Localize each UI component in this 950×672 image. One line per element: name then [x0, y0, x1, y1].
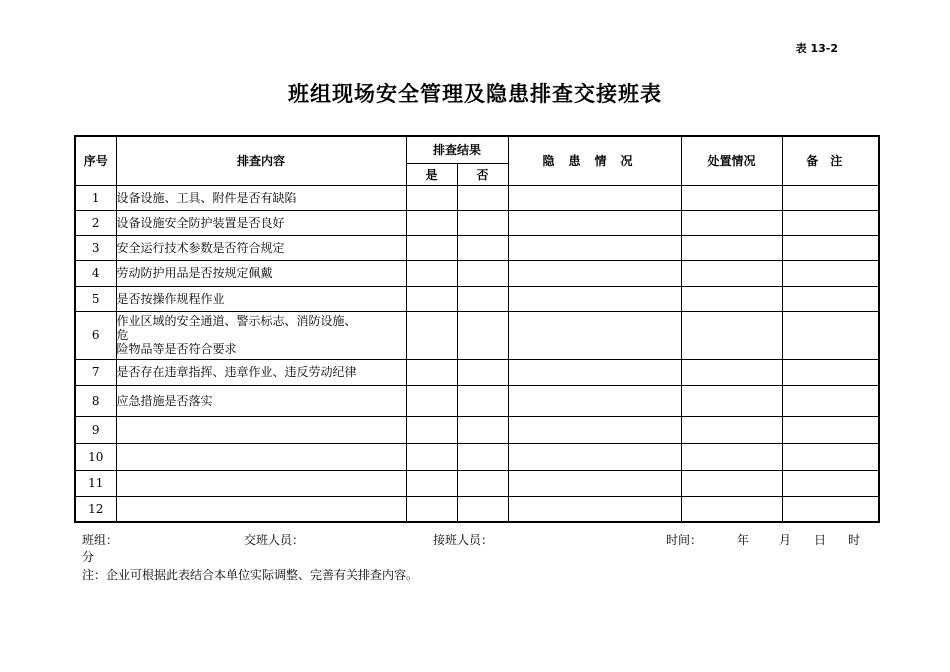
- row-content-line: 作业区域的安全通道、警示标志、消防设施、: [116, 314, 357, 328]
- cell-hazard[interactable]: [508, 443, 681, 470]
- table-row: [75, 286, 879, 311]
- header-index: 序号: [75, 136, 116, 185]
- cell-yes[interactable]: [406, 443, 457, 470]
- cell-yes[interactable]: [406, 210, 457, 235]
- cell-hazard[interactable]: [508, 385, 681, 416]
- cell-hazard[interactable]: [508, 235, 681, 260]
- row-content: 设备设施安全防护装置是否良好: [116, 210, 406, 235]
- row-content: 是否存在违章指挥、违章作业、违反劳动纪律: [116, 359, 406, 385]
- month-label: 月: [779, 533, 792, 547]
- cell-no[interactable]: [457, 286, 508, 311]
- row-content[interactable]: [116, 443, 406, 470]
- cell-handling[interactable]: [681, 235, 782, 260]
- cell-yes[interactable]: [406, 416, 457, 443]
- table-row: [75, 470, 879, 496]
- cell-remarks[interactable]: [782, 286, 879, 311]
- header-hazard: 隐患情况: [508, 136, 681, 185]
- header-handling: 处置情况: [681, 136, 782, 185]
- page-title: 班组现场安全管理及隐患排查交接班表: [288, 81, 662, 106]
- handover-person-label: 交班人员：: [244, 533, 305, 547]
- cell-remarks[interactable]: [782, 359, 879, 385]
- cell-hazard[interactable]: [508, 311, 681, 359]
- row-content: 是否按操作规程作业: [116, 286, 406, 311]
- cell-hazard[interactable]: [508, 416, 681, 443]
- cell-remarks[interactable]: [782, 385, 879, 416]
- row-index: 12: [75, 496, 116, 522]
- row-index: 11: [75, 470, 116, 496]
- table-row: [75, 185, 879, 210]
- cell-no[interactable]: [457, 311, 508, 359]
- cell-handling[interactable]: [681, 416, 782, 443]
- row-index: 1: [75, 185, 116, 210]
- takeover-person-label: 接班人员：: [433, 533, 494, 547]
- cell-handling[interactable]: [681, 496, 782, 522]
- cell-handling[interactable]: [681, 385, 782, 416]
- table-row: [75, 210, 879, 235]
- row-index: 5: [75, 286, 116, 311]
- footnote: 注：企业可根据此表结合本单位实际调整、完善有关排查内容。: [82, 568, 419, 582]
- cell-yes[interactable]: [406, 359, 457, 385]
- cell-hazard[interactable]: [508, 260, 681, 286]
- cell-handling[interactable]: [681, 286, 782, 311]
- row-index: 10: [75, 443, 116, 470]
- table-row: [75, 496, 879, 522]
- row-index: 3: [75, 235, 116, 260]
- cell-remarks[interactable]: [782, 235, 879, 260]
- cell-yes[interactable]: [406, 260, 457, 286]
- cell-handling[interactable]: [681, 470, 782, 496]
- row-content[interactable]: [116, 416, 406, 443]
- row-index: 4: [75, 260, 116, 286]
- cell-yes[interactable]: [406, 311, 457, 359]
- cell-remarks[interactable]: [782, 311, 879, 359]
- cell-no[interactable]: [457, 416, 508, 443]
- header-yes: 是: [406, 163, 457, 185]
- row-index: 2: [75, 210, 116, 235]
- minute-label: 分: [82, 550, 95, 564]
- cell-hazard[interactable]: [508, 210, 681, 235]
- row-content: 劳动防护用品是否按规定佩戴: [116, 260, 406, 286]
- cell-yes[interactable]: [406, 385, 457, 416]
- cell-remarks[interactable]: [782, 470, 879, 496]
- cell-yes[interactable]: [406, 496, 457, 522]
- cell-remarks[interactable]: [782, 210, 879, 235]
- row-index: 6: [75, 311, 116, 359]
- header-result: 排查结果: [406, 136, 508, 163]
- cell-yes[interactable]: [406, 235, 457, 260]
- cell-handling[interactable]: [681, 210, 782, 235]
- team-label: 班组：: [82, 533, 119, 547]
- cell-yes[interactable]: [406, 286, 457, 311]
- cell-no[interactable]: [457, 470, 508, 496]
- year-label: 年: [737, 533, 750, 547]
- row-content-line: 危: [116, 328, 129, 342]
- cell-remarks[interactable]: [782, 443, 879, 470]
- time-label: 时间：: [666, 533, 703, 547]
- inspection-table: [74, 135, 880, 523]
- row-content[interactable]: [116, 496, 406, 522]
- row-index: 8: [75, 385, 116, 416]
- row-content: 安全运行技术参数是否符合规定: [116, 235, 406, 260]
- table-row: [75, 385, 879, 416]
- cell-hazard[interactable]: [508, 359, 681, 385]
- cell-remarks[interactable]: [782, 496, 879, 522]
- hour-label: 时: [848, 533, 861, 547]
- row-index: 7: [75, 359, 116, 385]
- cell-no[interactable]: [457, 210, 508, 235]
- table-row: [75, 260, 879, 286]
- cell-hazard[interactable]: [508, 496, 681, 522]
- cell-hazard[interactable]: [508, 470, 681, 496]
- cell-handling[interactable]: [681, 311, 782, 359]
- cell-no[interactable]: [457, 235, 508, 260]
- cell-no[interactable]: [457, 443, 508, 470]
- cell-no[interactable]: [457, 359, 508, 385]
- table-row: [75, 235, 879, 260]
- row-index: 9: [75, 416, 116, 443]
- cell-handling[interactable]: [681, 443, 782, 470]
- header-remarks: 备注: [782, 136, 879, 185]
- cell-remarks[interactable]: [782, 185, 879, 210]
- row-content[interactable]: [116, 470, 406, 496]
- cell-handling[interactable]: [681, 185, 782, 210]
- cell-handling[interactable]: [681, 260, 782, 286]
- table-code: 表 13-2: [795, 42, 838, 55]
- cell-yes[interactable]: [406, 470, 457, 496]
- row-content-line: 险物品等是否符合要求: [116, 342, 237, 356]
- cell-no[interactable]: [457, 385, 508, 416]
- cell-no[interactable]: [457, 185, 508, 210]
- row-content: 应急措施是否落实: [116, 385, 406, 416]
- cell-no[interactable]: [457, 496, 508, 522]
- table-row: [75, 416, 879, 443]
- row-content: [116, 311, 406, 359]
- cell-yes[interactable]: [406, 185, 457, 210]
- header-no: 否: [457, 163, 508, 185]
- cell-remarks[interactable]: [782, 260, 879, 286]
- table-row: [75, 443, 879, 470]
- header-content: 排查内容: [116, 136, 406, 185]
- table-row: [75, 311, 879, 359]
- cell-hazard[interactable]: [508, 286, 681, 311]
- cell-hazard[interactable]: [508, 185, 681, 210]
- cell-handling[interactable]: [681, 359, 782, 385]
- cell-no[interactable]: [457, 260, 508, 286]
- row-content: 设备设施、工具、附件是否有缺陷: [116, 185, 406, 210]
- table-row: [75, 359, 879, 385]
- cell-remarks[interactable]: [782, 416, 879, 443]
- day-label: 日: [814, 533, 827, 547]
